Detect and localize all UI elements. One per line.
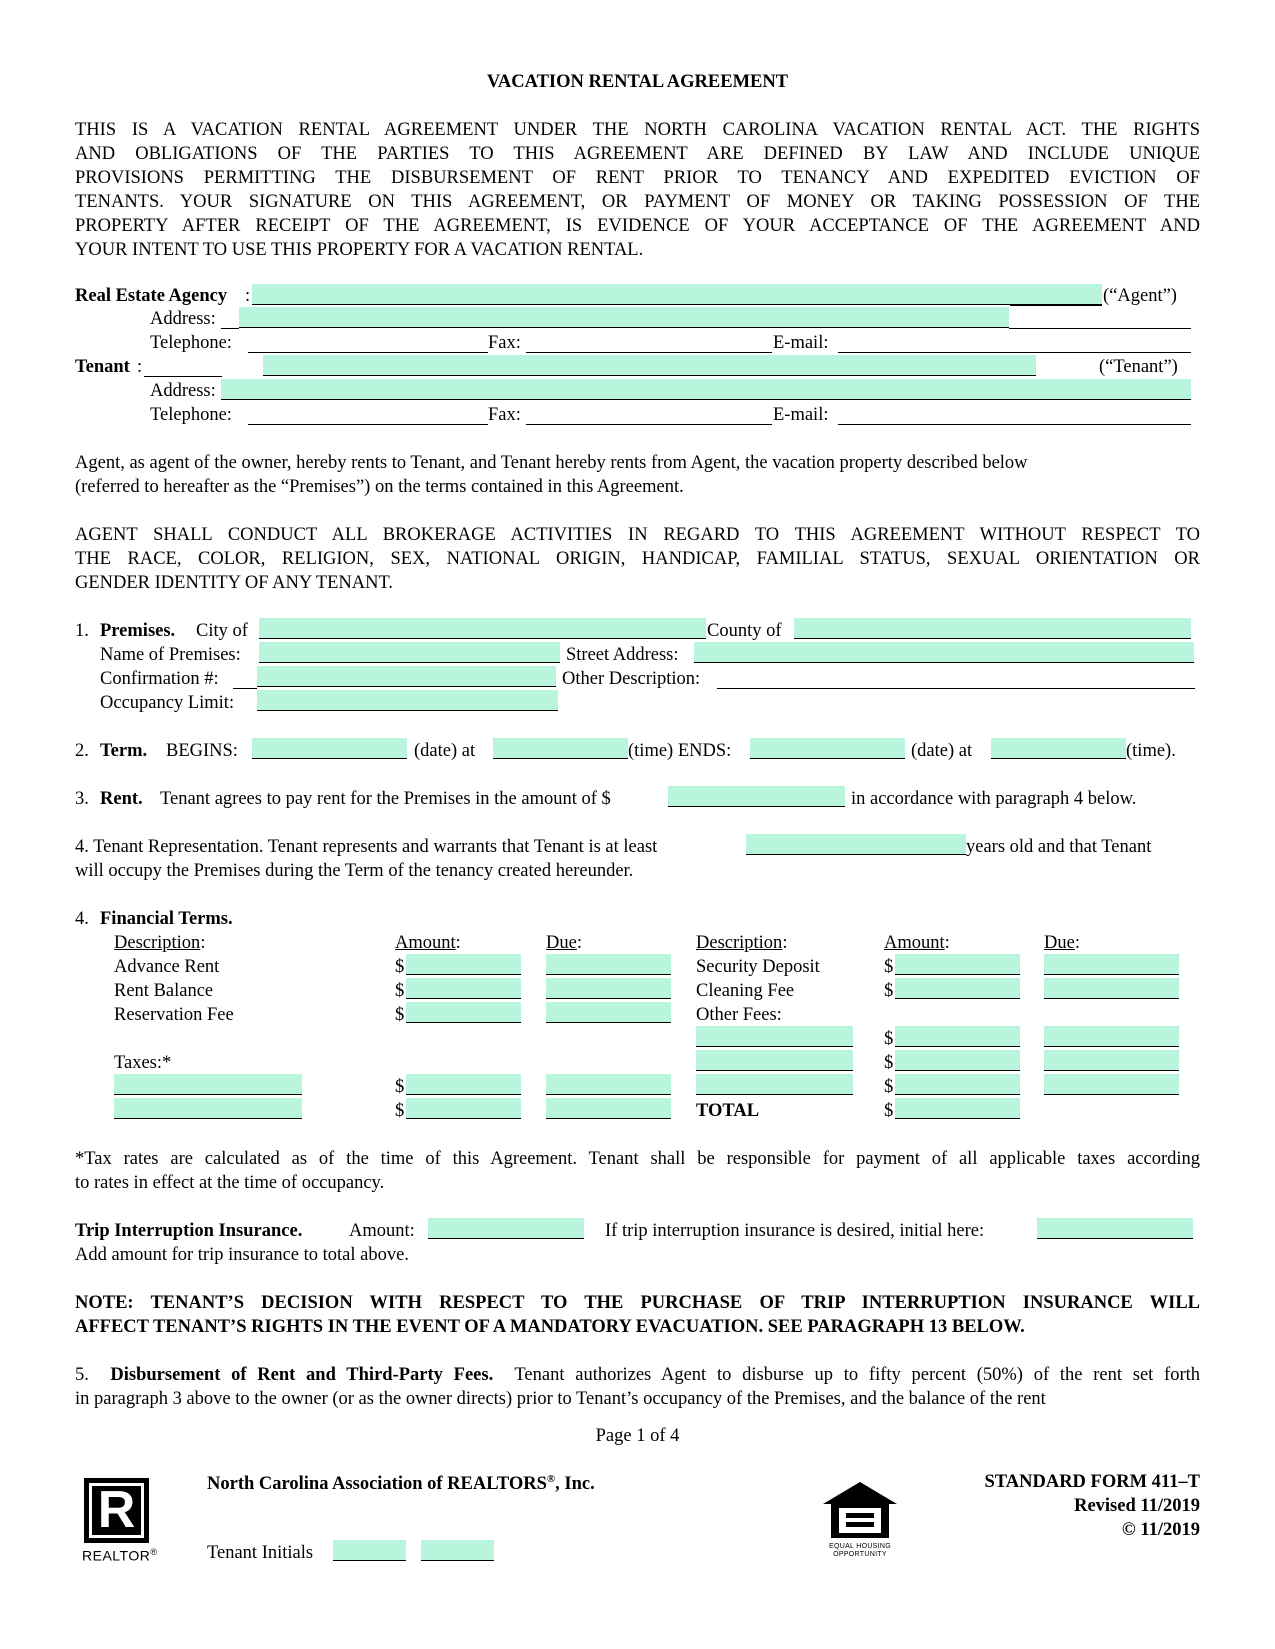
end-time-field[interactable] — [991, 738, 1126, 759]
intro-line: THIS IS A VACATION RENTAL AGREEMENT UNDER THE NORTH CAROLINA VACATION RENTAL ACT. THE RIGHTS — [75, 120, 1200, 140]
dollar-sign: $ — [884, 957, 894, 977]
financial-due-header: Due: — [546, 933, 582, 953]
occupancy-limit-field[interactable] — [257, 690, 558, 711]
taxes-label: Taxes:* — [114, 1053, 172, 1073]
tenant-telephone-line[interactable] — [248, 424, 488, 425]
other-fee-description-field[interactable] — [696, 1050, 853, 1071]
agency-label: Real Estate Agency — [75, 286, 228, 306]
advance-rent-due-field[interactable] — [546, 954, 671, 975]
tax-description-field[interactable] — [114, 1098, 302, 1119]
reservation-fee-amount-field[interactable] — [406, 1002, 521, 1023]
financial-description-header: Description: — [696, 933, 788, 953]
tenant-telephone-label: Telephone: — [150, 405, 232, 425]
other-fees-label: Other Fees: — [696, 1005, 782, 1025]
agency-email-line[interactable] — [838, 352, 1191, 353]
dollar-sign: $ — [884, 981, 894, 1001]
trip-amount-field[interactable] — [428, 1218, 584, 1239]
underline — [1009, 328, 1191, 329]
tenant-initials-label: Tenant Initials — [207, 1543, 314, 1563]
premises-heading: Premises. — [100, 621, 176, 641]
brokerage-line: GENDER IDENTITY OF ANY TENANT. — [75, 573, 394, 593]
rent-balance-label: Rent Balance — [114, 981, 214, 1001]
other-fee-amount-field[interactable] — [895, 1026, 1020, 1047]
other-fee-due-field[interactable] — [1044, 1050, 1179, 1071]
agency-address-field[interactable] — [239, 307, 1009, 328]
association-name: North Carolina Association of REALTORS®, Inc. — [207, 1472, 595, 1494]
realtor-logo — [84, 1478, 149, 1543]
intro-line: PROVISIONS PERMITTING THE DISBURSEMENT OF RENT PRIOR TO TENANCY AND EXPEDITED EVICTION OF — [75, 168, 1200, 188]
representation-text: 4. Tenant Representation. Tenant represents and warrants that Tenant is at least — [75, 837, 658, 857]
premises-name-field[interactable] — [259, 642, 560, 663]
trip-initial-field[interactable] — [1037, 1218, 1193, 1239]
date-at-label: (date) at — [911, 741, 973, 761]
agent-para-line: (referred to hereafter as the “Premises”) on the terms contained in this Agreement. — [75, 477, 684, 497]
date-at-label: (date) at — [414, 741, 476, 761]
tax-due-field[interactable] — [546, 1098, 671, 1119]
other-description-label: Other Description: — [562, 669, 701, 689]
rent-balance-amount-field[interactable] — [406, 978, 521, 999]
city-field[interactable] — [259, 618, 706, 639]
dollar-sign: $ — [884, 1101, 894, 1121]
county-field[interactable] — [794, 618, 1191, 639]
dollar-sign: $ — [884, 1077, 894, 1097]
agent-tag: (“Agent”) — [1103, 286, 1177, 306]
financial-heading: Financial Terms. — [100, 909, 233, 929]
other-fee-amount-field[interactable] — [895, 1050, 1020, 1071]
tenant-fax-label: Fax: — [488, 405, 521, 425]
agent-para-line: Agent, as agent of the owner, hereby rents to Tenant, and Tenant hereby rents from Agent, the vacation property described below — [75, 453, 1028, 473]
representation-after: years old and that Tenant — [966, 837, 1152, 857]
dollar-sign: $ — [395, 1077, 405, 1097]
tenant-colon: : — [137, 357, 143, 377]
other-fee-amount-field[interactable] — [895, 1074, 1020, 1095]
tax-due-field[interactable] — [546, 1074, 671, 1095]
occupancy-limit-label: Occupancy Limit: — [100, 693, 235, 713]
reservation-fee-due-field[interactable] — [546, 1002, 671, 1023]
brokerage-line: THE RACE, COLOR, RELIGION, SEX, NATIONAL ORIGIN, HANDICAP, FAMILIAL STATUS, SEXUAL ORIENTATION OR — [75, 549, 1200, 569]
dollar-sign: $ — [395, 1005, 405, 1025]
reservation-fee-label: Reservation Fee — [114, 1005, 234, 1025]
advance-rent-amount-field[interactable] — [406, 954, 521, 975]
cleaning-fee-due-field[interactable] — [1044, 978, 1179, 999]
other-description-line[interactable] — [717, 688, 1195, 689]
tax-description-field[interactable] — [114, 1074, 302, 1095]
underline — [233, 688, 257, 689]
underline — [221, 328, 239, 329]
total-amount-field[interactable] — [895, 1098, 1020, 1119]
equal-housing-icon — [820, 1480, 900, 1540]
note-line: AFFECT TENANT’S RIGHTS IN THE EVENT OF A MANDATORY EVACUATION. SEE PARAGRAPH 13 BELOW. — [75, 1317, 1025, 1337]
agency-colon: : — [245, 286, 251, 306]
financial-number: 4. — [75, 909, 89, 929]
total-label: TOTAL — [696, 1101, 760, 1121]
cleaning-fee-label: Cleaning Fee — [696, 981, 795, 1001]
tenant-initials-field[interactable] — [333, 1540, 406, 1561]
dollar-sign: $ — [884, 1029, 894, 1049]
rent-heading: Rent. — [100, 789, 143, 809]
time-ends-label: (time) ENDS: — [628, 741, 732, 761]
disbursement-line: 5. Disbursement of Rent and Third-Party Fees. Tenant authorizes Agent to disburse up to fifty percent (50%) of the rent set forth — [75, 1365, 1201, 1385]
form-revised: Revised 11/2019 — [1074, 1496, 1200, 1516]
advance-rent-label: Advance Rent — [114, 957, 220, 977]
tenant-email-line[interactable] — [838, 424, 1191, 425]
underline — [144, 376, 222, 377]
agency-telephone-line[interactable] — [248, 352, 488, 353]
end-date-field[interactable] — [750, 738, 905, 759]
security-deposit-due-field[interactable] — [1044, 954, 1179, 975]
tax-note-line: *Tax rates are calculated as of the time of this Agreement. Tenant shall be responsible for payment of all applicable taxes according — [75, 1149, 1200, 1169]
premises-number: 1. — [75, 621, 89, 641]
dollar-sign: $ — [395, 981, 405, 1001]
term-number: 2. — [75, 741, 89, 761]
note-line: NOTE: TENANT’S DECISION WITH RESPECT TO THE PURCHASE OF TRIP INTERRUPTION INSURANCE WILL — [75, 1293, 1200, 1313]
tax-amount-field[interactable] — [406, 1098, 521, 1119]
trip-amount-label: Amount: — [349, 1221, 415, 1241]
intro-line: AND OBLIGATIONS OF THE PARTIES TO THIS AGREEMENT ARE DEFINED BY LAW AND INCLUDE UNIQUE — [75, 144, 1200, 164]
premises-name-label: Name of Premises: — [100, 645, 241, 665]
tenant-tag: (“Tenant”) — [1099, 357, 1178, 377]
begins-label: BEGINS: — [166, 741, 238, 761]
realtor-logo-text: REALTOR® — [82, 1547, 158, 1564]
cleaning-fee-amount-field[interactable] — [895, 978, 1020, 999]
agency-name-field[interactable] — [252, 284, 1102, 305]
tenant-initials-field[interactable] — [421, 1540, 494, 1561]
tenant-address-label: Address: — [150, 381, 216, 401]
rent-text: Tenant agrees to pay rent for the Premises in the amount of $ — [160, 789, 611, 809]
other-fee-description-field[interactable] — [696, 1074, 853, 1095]
tenant-fax-line[interactable] — [526, 424, 772, 425]
tenant-name-field[interactable] — [263, 355, 1036, 376]
agency-email-label: E-mail: — [773, 333, 829, 353]
tenant-age-field[interactable] — [746, 834, 966, 855]
representation-line2: will occupy the Premises during the Term of the tenancy created hereunder. — [75, 861, 634, 881]
intro-line: PROPERTY AFTER RECEIPT OF THE AGREEMENT, IS EVIDENCE OF YOUR ACCEPTANCE OF THE AGREEMENT AND — [75, 216, 1200, 236]
realtor-r-letter: R — [97, 1481, 136, 1539]
rent-after-text: in accordance with paragraph 4 below. — [851, 789, 1137, 809]
form-copyright: © 11/2019 — [1121, 1520, 1200, 1540]
begin-date-field[interactable] — [252, 738, 407, 759]
form-number: STANDARD FORM 411–T — [984, 1472, 1200, 1492]
page-number: Page 1 of 4 — [595, 1426, 680, 1446]
trip-line2: Add amount for trip insurance to total above. — [75, 1245, 409, 1265]
other-fee-due-field[interactable] — [1044, 1074, 1179, 1095]
begin-time-field[interactable] — [493, 738, 628, 759]
document-title: VACATION RENTAL AGREEMENT — [486, 72, 789, 92]
term-heading: Term. — [100, 741, 148, 761]
street-address-label: Street Address: — [566, 645, 679, 665]
brokerage-line: AGENT SHALL CONDUCT ALL BROKERAGE ACTIVITIES IN REGARD TO THIS AGREEMENT WITHOUT RESPECT TO — [75, 525, 1200, 545]
confirmation-field[interactable] — [257, 666, 556, 687]
other-fee-due-field[interactable] — [1044, 1026, 1179, 1047]
financial-amount-header: Amount: — [884, 933, 950, 953]
financial-due-header: Due: — [1044, 933, 1080, 953]
city-label: City of — [196, 621, 248, 641]
agency-fax-label: Fax: — [488, 333, 521, 353]
financial-description-header: Description: — [114, 933, 206, 953]
intro-line: YOUR INTENT TO USE THIS PROPERTY FOR A VACATION RENTAL. — [75, 240, 644, 260]
other-fee-description-field[interactable] — [696, 1026, 853, 1047]
trip-insurance-heading: Trip Interruption Insurance. — [75, 1221, 303, 1241]
intro-line: TENANTS. YOUR SIGNATURE ON THIS AGREEMENT, OR PAYMENT OF MONEY OR TAKING POSSESSION OF THE — [75, 192, 1200, 212]
financial-amount-header: Amount: — [395, 933, 461, 953]
security-deposit-amount-field[interactable] — [895, 954, 1020, 975]
rent-number: 3. — [75, 789, 89, 809]
equal-housing-text: EQUAL HOUSING OPPORTUNITY — [829, 1543, 891, 1558]
rent-balance-due-field[interactable] — [546, 978, 671, 999]
agency-address-label: Address: — [150, 309, 216, 329]
tenant-label: Tenant — [75, 357, 130, 377]
security-deposit-label: Security Deposit — [696, 957, 820, 977]
agency-fax-line[interactable] — [526, 352, 772, 353]
time-end-label: (time). — [1126, 741, 1176, 761]
rent-amount-field[interactable] — [668, 786, 845, 807]
agency-telephone-label: Telephone: — [150, 333, 232, 353]
tax-note-line: to rates in effect at the time of occupancy. — [75, 1173, 385, 1193]
tax-amount-field[interactable] — [406, 1074, 521, 1095]
disbursement-line2: in paragraph 3 above to the owner (or as the owner directs) prior to Tenant’s occupancy of the Premises, and the balance of the rent — [75, 1389, 1046, 1409]
county-label: County of — [707, 621, 782, 641]
street-address-field[interactable] — [694, 642, 1194, 663]
trip-initial-label: If trip interruption insurance is desired, initial here: — [605, 1221, 985, 1241]
dollar-sign: $ — [395, 957, 405, 977]
tenant-address-field[interactable] — [221, 379, 1191, 400]
confirmation-label: Confirmation #: — [100, 669, 219, 689]
dollar-sign: $ — [884, 1053, 894, 1073]
dollar-sign: $ — [395, 1101, 405, 1121]
tenant-email-label: E-mail: — [773, 405, 829, 425]
agency-underline — [1010, 305, 1102, 306]
